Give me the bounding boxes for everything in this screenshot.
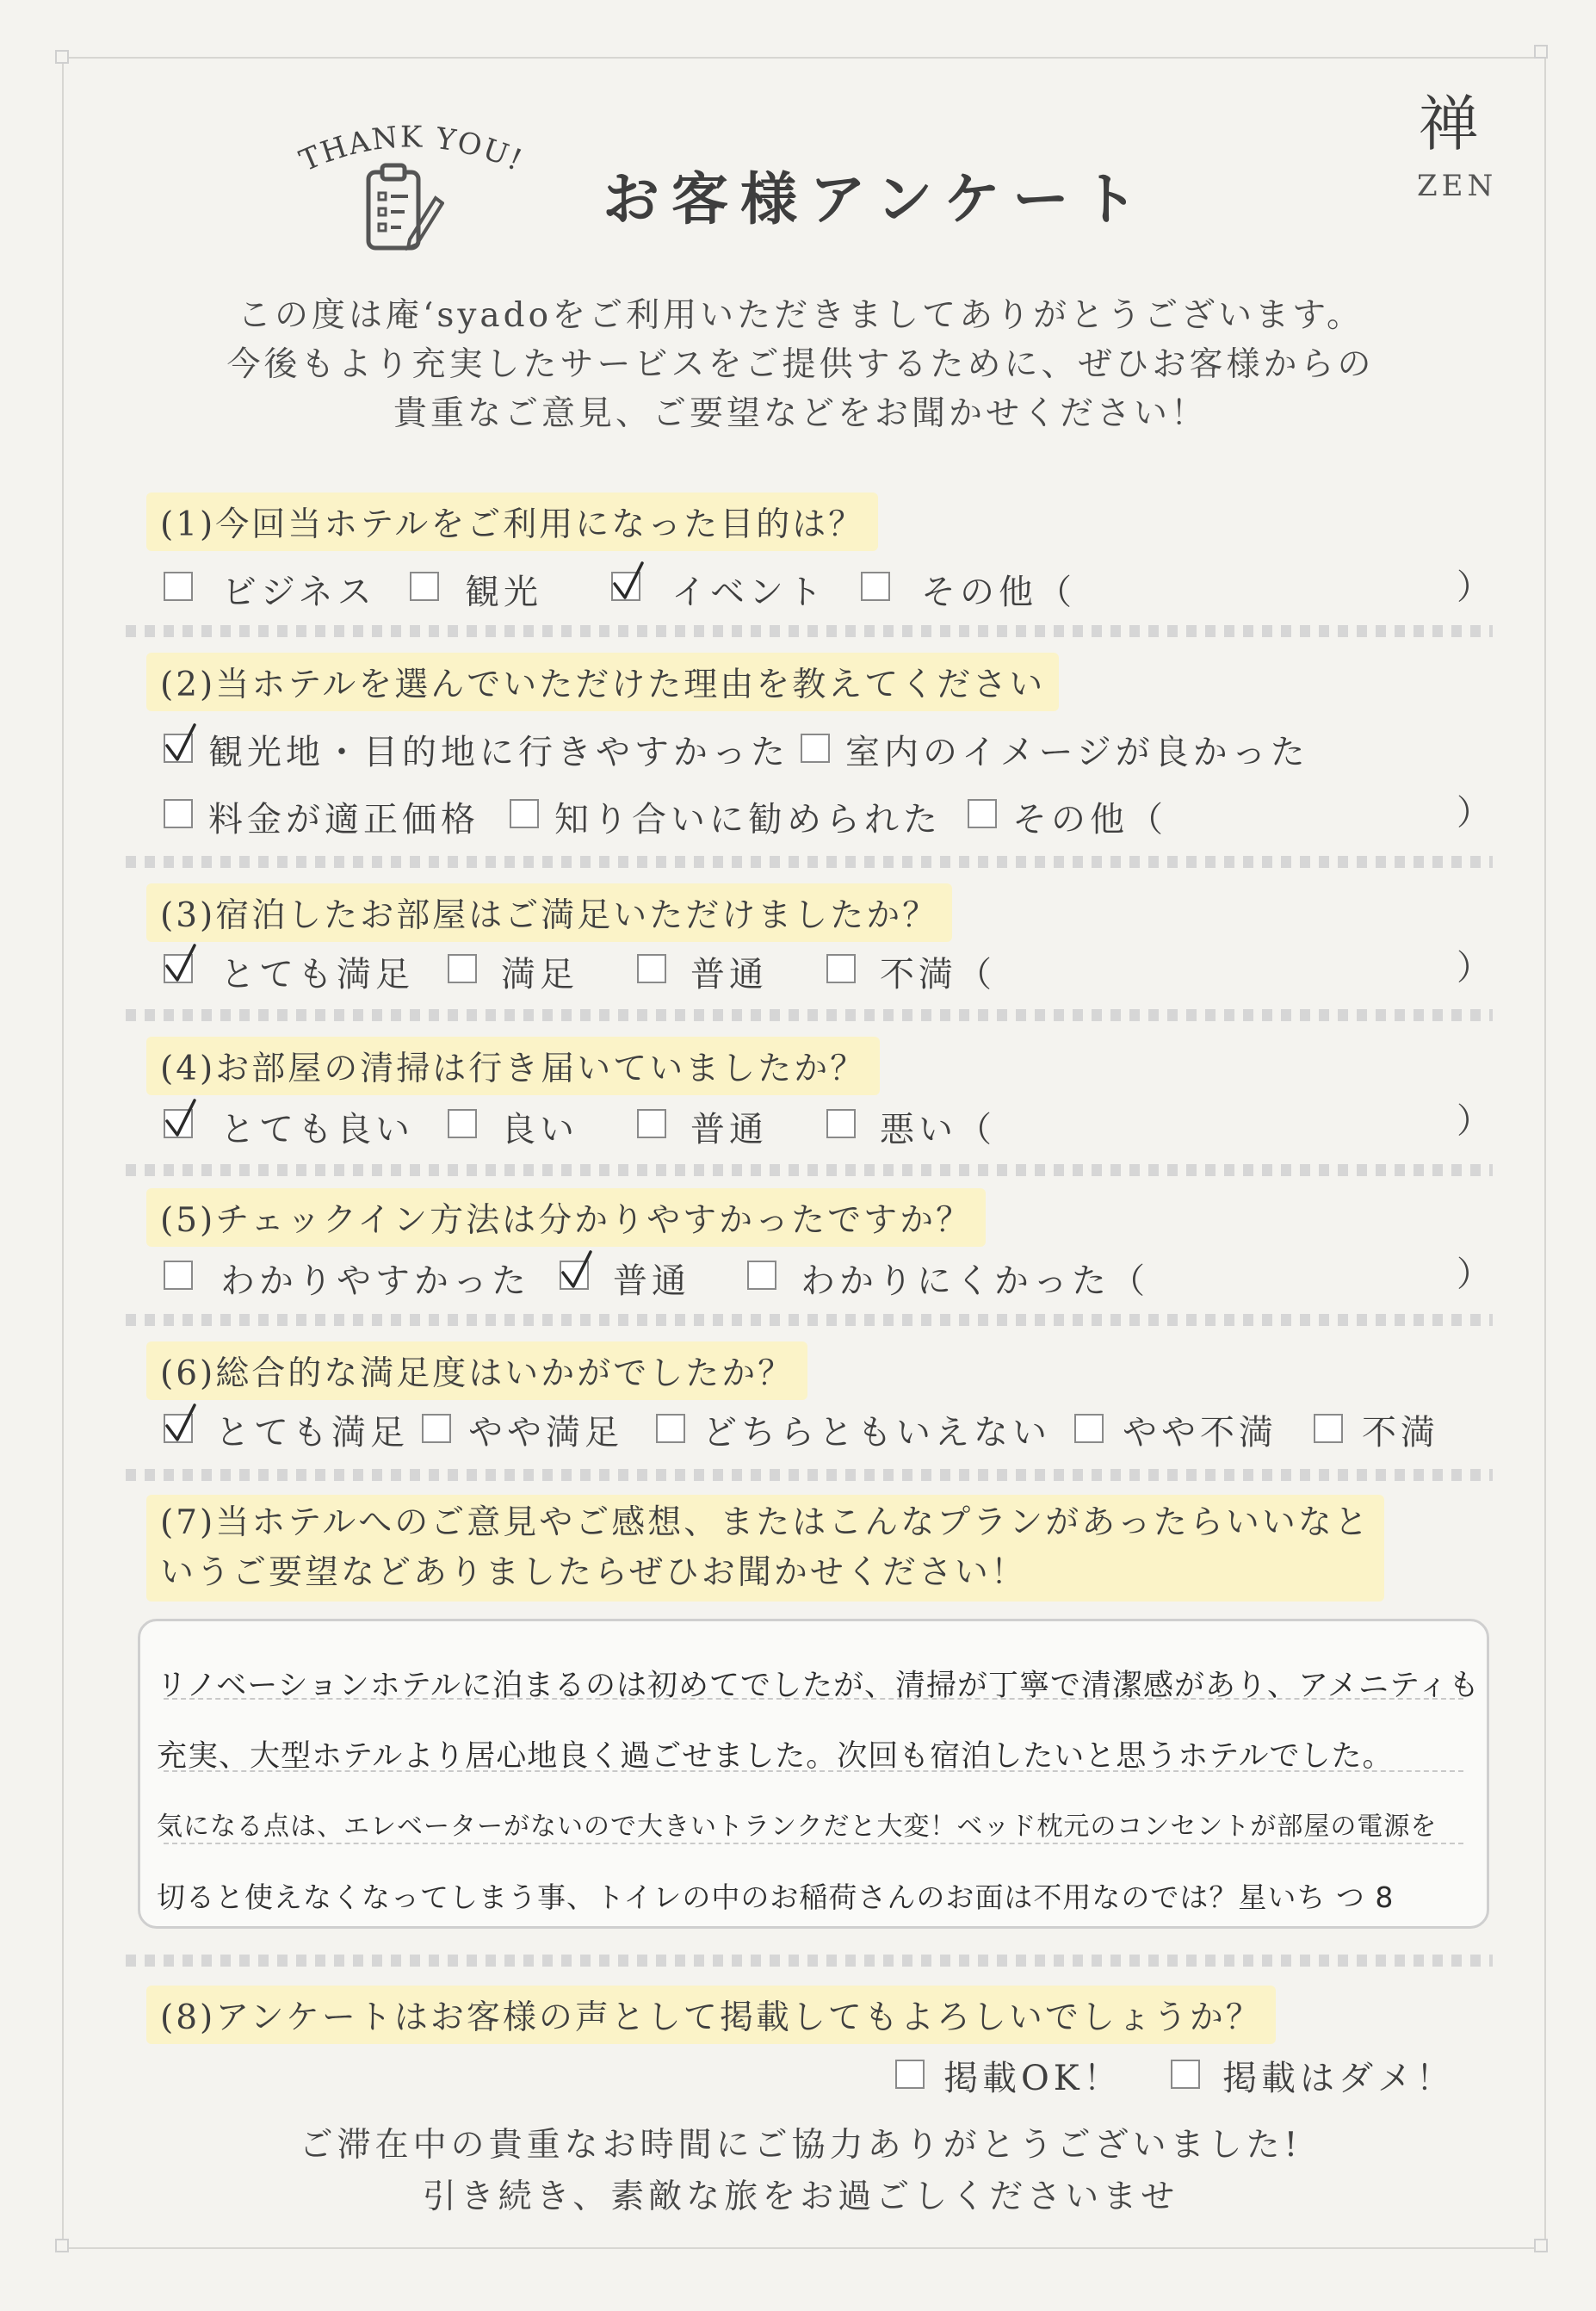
option-label: 観光地・目的地に行きやすかった — [208, 733, 789, 772]
corner-mark — [55, 2239, 69, 2252]
question-5-label: (5)チェックイン方法は分かりやすかったですか？ — [146, 1188, 986, 1247]
closing-message — [172, 2120, 1429, 2223]
checkbox-q4-good[interactable] — [448, 1109, 477, 1138]
handwritten-comment-line: 充実、大型ホテルより居心地良く過ごせました。次回も宿泊したいと思うホテルでした。 — [157, 1739, 1394, 1774]
checkbox-q4-bad[interactable] — [826, 1109, 856, 1138]
checkbox-q5-easy[interactable] — [164, 1261, 193, 1290]
option-label: 掲載はダメ！ — [1222, 2059, 1455, 2098]
close-paren: ） — [1457, 1255, 1491, 1294]
corner-mark — [55, 50, 69, 64]
option-label: ビジネス — [222, 573, 376, 612]
section-divider — [126, 1469, 1493, 1481]
checkbox-q5-difficult[interactable] — [747, 1261, 776, 1290]
checkbox-q1-sightseeing[interactable] — [410, 572, 439, 601]
checkbox-q3-very-satisfied[interactable] — [164, 954, 193, 983]
option-label: やや満足 — [468, 1413, 623, 1453]
brand-kanji: 禅 — [1419, 89, 1479, 159]
corner-mark — [1534, 45, 1548, 59]
option-label: わかりにくかった（ — [801, 1261, 1149, 1301]
closing-line: 引き続き、素敵な旅をお過ごしくださいませ — [422, 2178, 1179, 2216]
option-label: 満足 — [501, 955, 578, 994]
section-divider — [126, 856, 1493, 868]
closing-line: ご滞在中の貴重なお時間にご協力ありがとうございました! — [299, 2126, 1302, 2165]
check-mark-icon — [160, 942, 201, 987]
option-label: 普通 — [613, 1261, 690, 1301]
section-divider — [126, 1009, 1493, 1021]
checkbox-q3-unsatisfied[interactable] — [826, 954, 856, 983]
checkbox-q2-interior[interactable] — [801, 734, 830, 763]
ruled-line — [164, 1843, 1463, 1844]
check-mark-icon — [160, 1097, 201, 1142]
checkbox-q3-normal[interactable] — [637, 954, 666, 983]
section-divider — [126, 1164, 1493, 1176]
check-mark-icon — [556, 1248, 597, 1293]
option-label: 不満（ — [880, 955, 996, 994]
option-label: 観光 — [465, 573, 542, 612]
option-label: とても満足 — [220, 955, 414, 994]
handwritten-comment-line: リノベーションホテルに泊まるのは初めてでしたが、清掃が丁寧で清潔感があり、アメニティも — [157, 1669, 1481, 1703]
option-label: 掲載OK！ — [943, 2059, 1123, 2098]
intro-text — [172, 291, 1429, 438]
checkbox-q6-somewhat-satisfied[interactable] — [422, 1414, 451, 1443]
check-mark-icon — [608, 560, 649, 604]
option-label: 悪い（ — [880, 1110, 996, 1149]
question-8-label: (8)アンケートはお客様の声として掲載してもよろしいでしょうか？ — [146, 1986, 1276, 2044]
checkbox-q8-ok[interactable] — [895, 2060, 925, 2089]
section-divider — [126, 625, 1493, 637]
close-paren: ） — [1457, 948, 1491, 988]
checkbox-q5-normal[interactable] — [560, 1261, 589, 1290]
clipboard-icon — [362, 160, 444, 257]
handwritten-comment-line: 気になる点は、エレベーターがないので大きいトランクだと大変！ベッド枕元のコンセントが部屋の電源を — [157, 1812, 1438, 1842]
thank-you-text: THANK YOU! — [294, 120, 529, 179]
question-7-line: (7)当ホテルへのご意見やご感想、またはこんなプランがあったらいいなと — [160, 1503, 1370, 1542]
brand-word: ZEN — [1417, 169, 1498, 203]
option-label: 普通 — [690, 955, 768, 994]
handwritten-comment-line: 切ると使えなくなってしまう事、トイレの中のお稲荷さんのお面は不用なのでは？星いち つ 8 — [157, 1880, 1395, 1914]
checkbox-q2-recommended[interactable] — [510, 799, 539, 828]
question-6-label: (6)総合的な満足度はいかがでしたか？ — [146, 1341, 807, 1400]
option-label: 普通 — [690, 1110, 768, 1149]
question-7-label — [146, 1495, 1384, 1602]
option-label: 室内のイメージが良かった — [845, 733, 1309, 772]
checkbox-q2-other[interactable] — [968, 799, 997, 828]
option-label: どちらともいえない — [702, 1413, 1051, 1453]
option-label: 良い — [501, 1110, 578, 1149]
checkbox-q1-other[interactable] — [861, 572, 890, 601]
option-label: やや不満 — [1123, 1413, 1277, 1453]
checkbox-q2-access[interactable] — [164, 734, 193, 763]
question-4-label: (4)お部屋の清掃は行き届いていましたか？ — [146, 1037, 880, 1095]
intro-line: この度は庵‘syadoをご利用いただきましてありがとうございます。 — [237, 296, 1364, 335]
page-title: お客様アンケート — [603, 165, 1151, 232]
checkbox-q6-neutral[interactable] — [656, 1414, 685, 1443]
checkbox-q3-satisfied[interactable] — [448, 954, 477, 983]
checkbox-q6-somewhat-unsatisfied[interactable] — [1074, 1414, 1104, 1443]
option-label: その他（ — [1012, 800, 1167, 840]
checkbox-q6-very-satisfied[interactable] — [164, 1414, 193, 1443]
close-paren: ） — [1457, 793, 1491, 833]
checkbox-q2-price[interactable] — [164, 799, 193, 828]
section-divider — [126, 1314, 1493, 1326]
intro-line: 貴重なご意見、ご要望などをお聞かせください！ — [393, 394, 1208, 433]
question-3-label: (3)宿泊したお部屋はご満足いただけましたか？ — [146, 883, 952, 942]
check-mark-icon — [160, 1402, 201, 1447]
intro-line: 今後もより充実したサービスをご提供するために、ぜひお客様からの — [226, 345, 1375, 384]
check-mark-icon — [160, 722, 201, 766]
option-label: 知り合いに勧められた — [554, 800, 942, 840]
option-label: とても満足 — [215, 1413, 409, 1453]
option-label: その他（ — [921, 573, 1076, 612]
section-divider — [126, 1955, 1493, 1967]
question-1-label: (1)今回当ホテルをご利用になった目的は？ — [146, 493, 878, 551]
option-label: とても良い — [220, 1110, 414, 1149]
checkbox-q1-business[interactable] — [164, 572, 193, 601]
checkbox-q4-very-good[interactable] — [164, 1109, 193, 1138]
question-2-label: (2)当ホテルを選んでいただけた理由を教えてください — [146, 653, 1059, 711]
option-label: イベント — [671, 573, 826, 612]
close-paren: ） — [1457, 567, 1491, 607]
checkbox-q4-normal[interactable] — [637, 1109, 666, 1138]
option-label: 料金が適正価格 — [208, 800, 479, 840]
option-label: 不満 — [1362, 1413, 1439, 1453]
question-7-line: いうご要望などありましたらぜひお聞かせください！ — [160, 1553, 1027, 1592]
option-label: わかりやすかった — [220, 1261, 530, 1301]
checkbox-q1-event[interactable] — [611, 572, 640, 601]
close-paren: ） — [1457, 1101, 1491, 1141]
checkbox-q8-no[interactable] — [1171, 2060, 1200, 2089]
checkbox-q6-unsatisfied[interactable] — [1314, 1414, 1343, 1443]
corner-mark — [1534, 2239, 1548, 2252]
